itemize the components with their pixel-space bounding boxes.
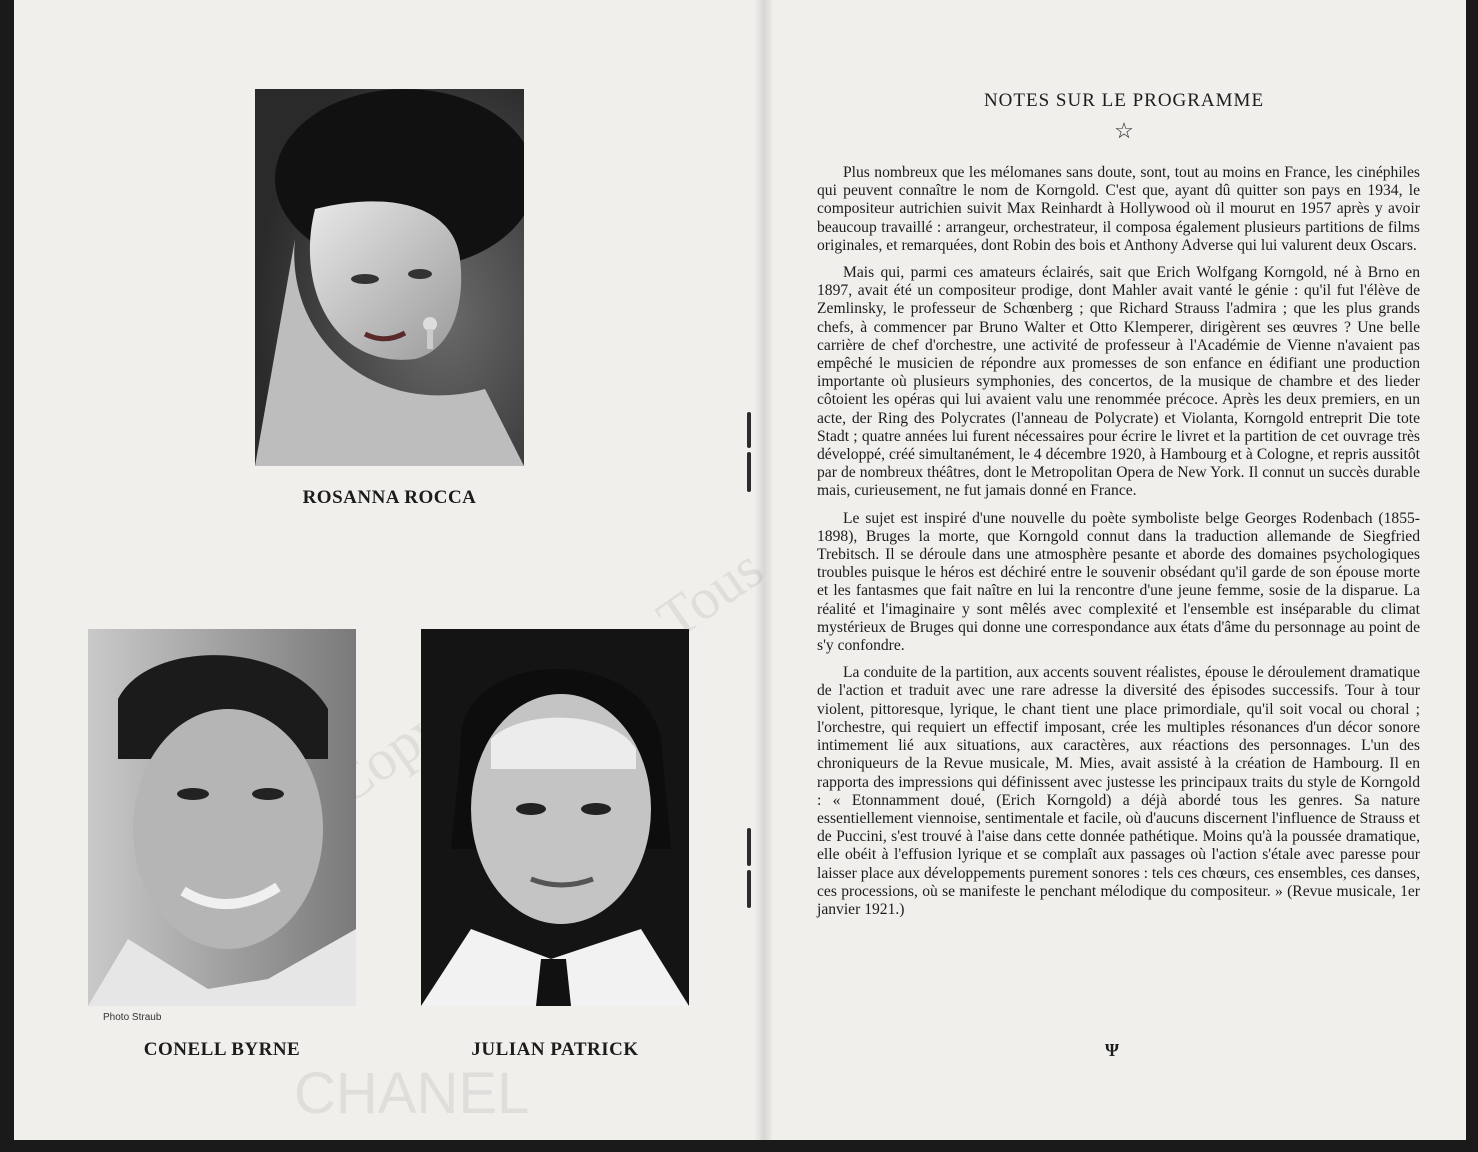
- paragraph: Mais qui, parmi ces amateurs éclairés, sait que Erich Wolfgang Korngold, né à Brno en 1897, avait été un compositeur prodige, dont Mahler avait vanté le génie : qu'il fut l'élève de Zemlinsky, le professeur de Schœnberg ; que Richard Strauss l'admira ; que les plus grands chefs, à commencer par Bruno Walter et Otto Klemperer, dirigèrent ses œuvres ? Une belle carrière de chef d'orchestre, une activité de professeur à l'Académie de Vienne n'avaient pas empêché le musicien de répondre aux promesses de son enfance en édifiant une production importante où plusieurs symphonies, des concertos, de la musique de chambre et des lieder côtoient les opéras qui lui avaient valu une renommée précoce. Après les deux premiers, en un acte, der Ring des Polycrates (l'anneau de Polycrate) et Violanta, Korngold entreprit Die tote Stadt ; quatre années lui furent nécessaires pour écrire le livret et la partition de cet ouvrage très développé, créé simultanément, le 4 décembre 1920, à Hambourg et à Cologne, et repris aussitôt par de nombreux théâtres, dont le Metropolitan Opera de New York. Il connut un succès durable mais, curieusement, ne fut jamais donné en France.: [817, 264, 1420, 500]
- portrait-woman-image: [255, 89, 524, 466]
- staple-bottom-lower: [747, 870, 751, 908]
- caption-conell-byrne: CONELL BYRNE: [143, 1039, 301, 1060]
- watermark-chanel: CHANEL: [294, 1061, 530, 1126]
- photo-conell-byrne: [88, 629, 356, 1006]
- open-program-booklet: [14, 0, 1466, 1140]
- photo-julian-patrick: [421, 629, 689, 1006]
- staple-top-lower: [747, 452, 751, 492]
- staple-top: [747, 412, 751, 448]
- program-notes-body: [817, 164, 1420, 928]
- booklet-spine: [754, 0, 772, 1140]
- caption-julian-patrick: JULIAN PATRICK: [471, 1039, 639, 1060]
- paragraph: Plus nombreux que les mélomanes sans doute, sont, tout au moins en France, les cinéphiles qui peuvent connaître le nom de Korngold. C'est que, ayant dû quitter son pays en 1934, le compositeur autrichien suivit Max Reinhardt à Hollywood où il mourut en 1957 après y avoir beaucoup travaillé : arrangeur, orchestrateur, il composa également plusieurs partitions de films originales, et remarquées, dont Robin des bois et Anthony Adverse qui lui valurent deux Oscars.: [817, 164, 1420, 254]
- caption-rosanna-rocca: ROSANNA ROCCA: [302, 487, 477, 508]
- staple-bottom: [747, 828, 751, 866]
- paragraph: La conduite de la partition, aux accents souvent réalistes, épouse le déroulement dramatique de l'action et traduit avec une rare adresse la diversité des épisodes successifs. Tour à tour violent, pittoresque, lyrique, le chant tient une place primordiale, qu'il soit vocal ou choral ; l'orchestre, qui requiert un effectif imposant, crée les multiples résonances d'un décor sonore intimement lié aux situations, aux caractères, aux réactions des personnages. L'un des chroniqueurs de la Revue musicale, M. Mies, avait assisté à la création de Hambourg. Il en rapporta des impressions qui définissent avec justesse les principaux traits du style de Korngold : « Etonnamment doué, (Erich Korngold) a déjà abordé tous les genres. Sa nature essentiellement viennoise, sentimentale et facile, où d'aucuns discernent l'influence de Strauss et de Puccini, s'est trouvé à l'aise dans cette donnée pathétique. Moins qu'à la poussée dramatique, elle obéit à l'effusion lyrique et se complaît aux passages où l'action s'étale avec paresse pour laisser place aux développements purement sonores : tels ces chœurs, ces ensembles, ces danses, ces processions, où se manifeste le penchant mélodique du compositeur. » (Revue musicale, 1er janvier 1921.): [817, 664, 1420, 918]
- portrait-man-image: [88, 629, 356, 1006]
- photo-rosanna-rocca: [255, 89, 524, 466]
- portrait-man-image: [421, 629, 689, 1006]
- star-icon: ☆: [1114, 118, 1134, 143]
- paragraph: Le sujet est inspiré d'une nouvelle du poète symboliste belge Georges Rodenbach (1855-1898), Bruges la morte, que Korngold connut dans la traduction allemande de Siegfried Trebitsch. Il se déroule dans une atmosphère pesante et aborde des domaines psychologiques troubles puisque le héros est déchiré entre le souvenir obsédant qu'il garde de son épouse morte et les fantasmes que fait naître en lui la rencontre d'une jeune femme, sosie de la disparue. La réalité et l'imaginaire y sont mêlés avec complexité et l'ensemble est inséparable du climat mystérieux de Bruges qui donne une correspondance aux états d'âme du personnage au point de s'y confondre.: [817, 509, 1420, 655]
- page-title: NOTES SUR LE PROGRAMME: [983, 90, 1265, 111]
- photo-credit: Photo Straub: [103, 1012, 162, 1023]
- ornament-icon: Ψ: [1104, 1040, 1120, 1060]
- watermark-tous: Tous: [645, 534, 775, 653]
